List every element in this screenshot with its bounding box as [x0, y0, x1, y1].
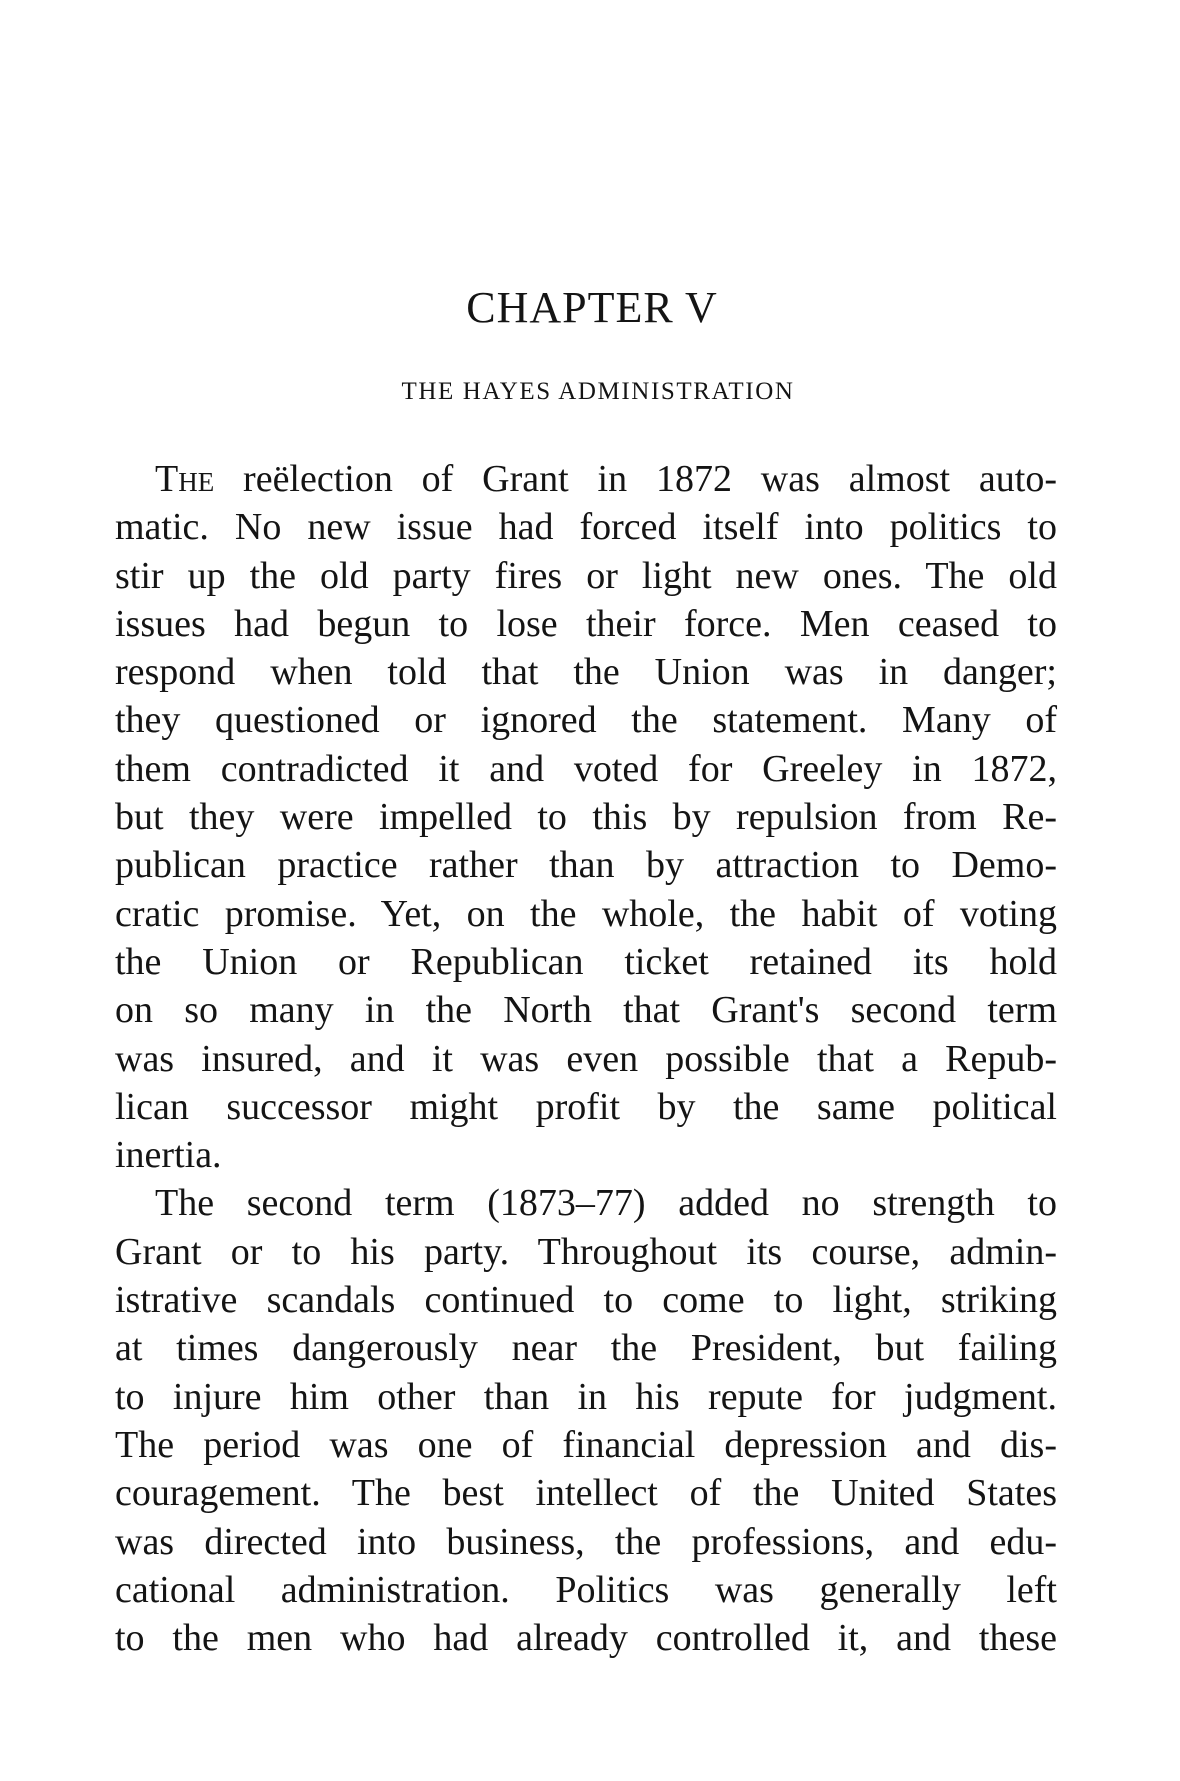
paragraph-1-line: the Union or Republican ticket retained its hold [115, 940, 1057, 983]
paragraph-2-line: to the men who had already controlled it, and these [115, 1617, 1057, 1660]
paragraph-1-line: on so many in the North that Grant's second term [115, 989, 1057, 1032]
paragraph-1-line: inertia. [115, 1134, 222, 1177]
paragraph-2-line: Grant or to his party. Throughout its course, admin- [115, 1230, 1057, 1273]
paragraph-1-line: issues had begun to lose their force. Men ceased to [115, 602, 1057, 645]
paragraph-2-line: couragement. The best intellect of the United States [115, 1472, 1057, 1515]
paragraph-1-line: was insured, and it was even possible that a Repub- [115, 1037, 1057, 1080]
paragraph-1-line: respond when told that the Union was in danger; [115, 651, 1057, 694]
chapter-title: THE HAYES ADMINISTRATION [401, 378, 795, 405]
paragraph-1-line: but they were impelled to this by repulsion from Re- [115, 796, 1057, 839]
paragraph-2-line: at times dangerously near the President, but failing [115, 1327, 1057, 1370]
paragraph-2-line: The second term (1873–77) added no strength to [155, 1182, 1057, 1225]
paragraph-2-line: cational administration. Politics was generally left [115, 1568, 1057, 1611]
paragraph-1-line: cratic promise. Yet, on the whole, the habit of voting [115, 892, 1057, 935]
paragraph-2-line: to injure him other than in his repute for judgment. [115, 1375, 1057, 1418]
paragraph-1-line: stir up the old party fires or light new ones. The old [115, 554, 1057, 597]
paragraph-1-line: they questioned or ignored the statement. Many of [115, 699, 1057, 742]
paragraph-2-line: istrative scandals continued to come to light, striking [115, 1279, 1057, 1322]
paragraph-2-line: was directed into business, the professions, and edu- [115, 1520, 1057, 1563]
paragraph-1-line: lican successor might profit by the same political [115, 1085, 1057, 1128]
chapter-heading: CHAPTER V [466, 283, 718, 332]
paragraph-1-line-1-text: reëlection of Grant in 1872 was almost auto- [214, 458, 1057, 500]
body-text [115, 455, 1057, 1662]
opening-word: The [155, 458, 215, 500]
paragraph-1-line: matic. No new issue had forced itself into politics to [115, 506, 1057, 549]
paragraph-1-line: publican practice rather than by attraction to Demo- [115, 844, 1057, 887]
paragraph-2-line: The period was one of financial depression and dis- [115, 1423, 1057, 1466]
paragraph-1-line-1 [115, 455, 1057, 503]
paragraph-1-line: them contradicted it and voted for Greeley in 1872, [115, 747, 1057, 790]
